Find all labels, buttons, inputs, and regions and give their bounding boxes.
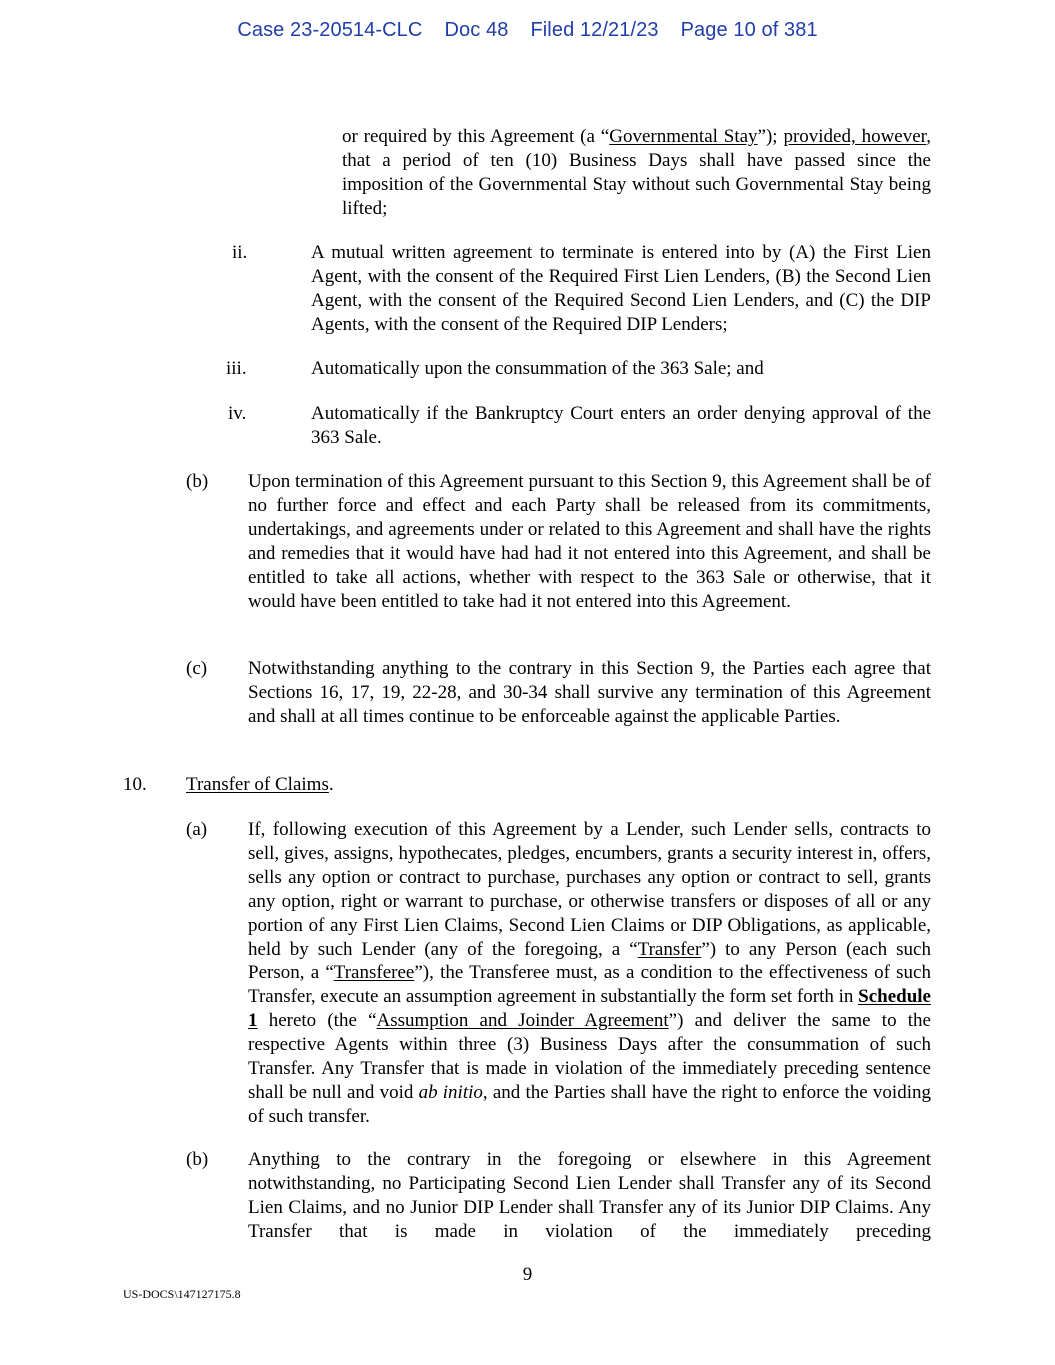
section-heading: Transfer of Claims.: [186, 774, 334, 795]
defined-term: Transfer: [637, 938, 702, 960]
section10-b-text: Anything to the contrary in the foregoing or elsewhere in this Agreement notwithstanding, no Participating Second Lien Lender shall Transfer any of its Second Lien Claims, and no Junior DIP Lender shall Transfer any of its Junior DIP Claims. Any Transfer that is made in violation of the immediately preceding: [248, 1149, 931, 1242]
filed-date: Filed 12/21/23: [530, 19, 659, 41]
latin-term: ab initio: [418, 1081, 483, 1103]
item-iii-text: Automatically upon the consummation of the 363 Sale; and: [311, 358, 764, 379]
continuation-paragraph: or required by this Agreement (a “Governmental Stay”); provided, however, that a period of ten (10) Business Days shall have passed since the imposition of the Governmental Stay without such Governmental Stay being lifted;: [342, 126, 931, 219]
item-iv-text: Automatically if the Bankruptcy Court enters an order denying approval of the 363 Sale.: [311, 403, 931, 448]
schedule-reference: Schedule 1: [248, 986, 931, 1032]
filing-header: [0, 19, 1055, 42]
defined-term: Assumption and Joinder Agreement: [376, 1010, 669, 1032]
page-number: 9: [522, 1264, 533, 1285]
section-number: 10.: [123, 774, 147, 795]
section9-b-number: (b): [186, 471, 209, 492]
proviso-term: provided, however: [783, 126, 927, 147]
item-number-iii: iii.: [226, 358, 247, 379]
section10-b-number: (b): [186, 1149, 209, 1170]
defined-term: Governmental Stay: [609, 126, 758, 147]
section10-a-text: If, following execution of this Agreement by a Lender, such Lender sells, contracts to sell, gives, assigns, hypothecates, pledges, encumbers, grants a security interest in, offers, sells any option or contract to purchase, purchases any option or contract to sell, grants any option, right or warrant to purchase, or otherwise transfers or disposes of all or any portion of any First Lien Claims, Second Lien Claims or DIP Obligations, as applicable, held by such Lender (any of the foregoing, a “Transfer”) to any Person (each such Person, a “Transferee”), the Transferee must, as a condition to the effectiveness of such Transfer, execute an assumption agreement in substantially the form set forth in Schedule 1 hereto (the “Assumption and Joinder Agreement”) and deliver the same to the respective Agents within three (3) Business Days after the consummation of such Transfer. Any Transfer that is made in violation of the immediately preceding sentence shall be null and void ab initio, and the Parties shall have the right to enforce the voiding of such transfer.: [248, 819, 931, 1127]
item-number-ii: ii.: [232, 242, 248, 263]
item-number-iv: iv.: [228, 403, 247, 424]
section9-c-text: Notwithstanding anything to the contrary in this Section 9, the Parties each agree that Sections 16, 17, 19, 22-28, and 30-34 shall survive any termination of this Agreement and shall at all times continue to be enforceable against the applicable Parties.: [248, 658, 931, 727]
defined-term: Transferee: [333, 962, 415, 984]
case-number: Case 23-20514-CLC: [237, 19, 423, 41]
section-title: Transfer of Claims: [186, 774, 329, 795]
item-ii-text: A mutual written agreement to terminate is entered into by (A) the First Lien Agent, with the consent of the Required First Lien Lenders, (B) the Second Lien Agent, with the consent of the Required Second Lien Lenders, and (C) the DIP Agents, with the consent of the Required DIP Lenders;: [311, 242, 931, 335]
section9-c-number: (c): [186, 658, 208, 679]
section10-a-number: (a): [186, 819, 208, 840]
document-id: US-DOCS\147127175.8: [123, 1287, 241, 1301]
page-of-total: Page 10 of 381: [680, 19, 818, 41]
docket-number: Doc 48: [444, 19, 509, 41]
section9-b-text: Upon termination of this Agreement pursuant to this Section 9, this Agreement shall be of no further force and effect and each Party shall be released from its commitments, undertakings, and agreements under or related to this Agreement and shall have the rights and remedies that it would have had had it not entered into this Agreement, and shall be entitled to take all actions, whether with respect to the 363 Sale or otherwise, that it would have been entitled to take had it not entered into this Agreement.: [248, 471, 931, 612]
